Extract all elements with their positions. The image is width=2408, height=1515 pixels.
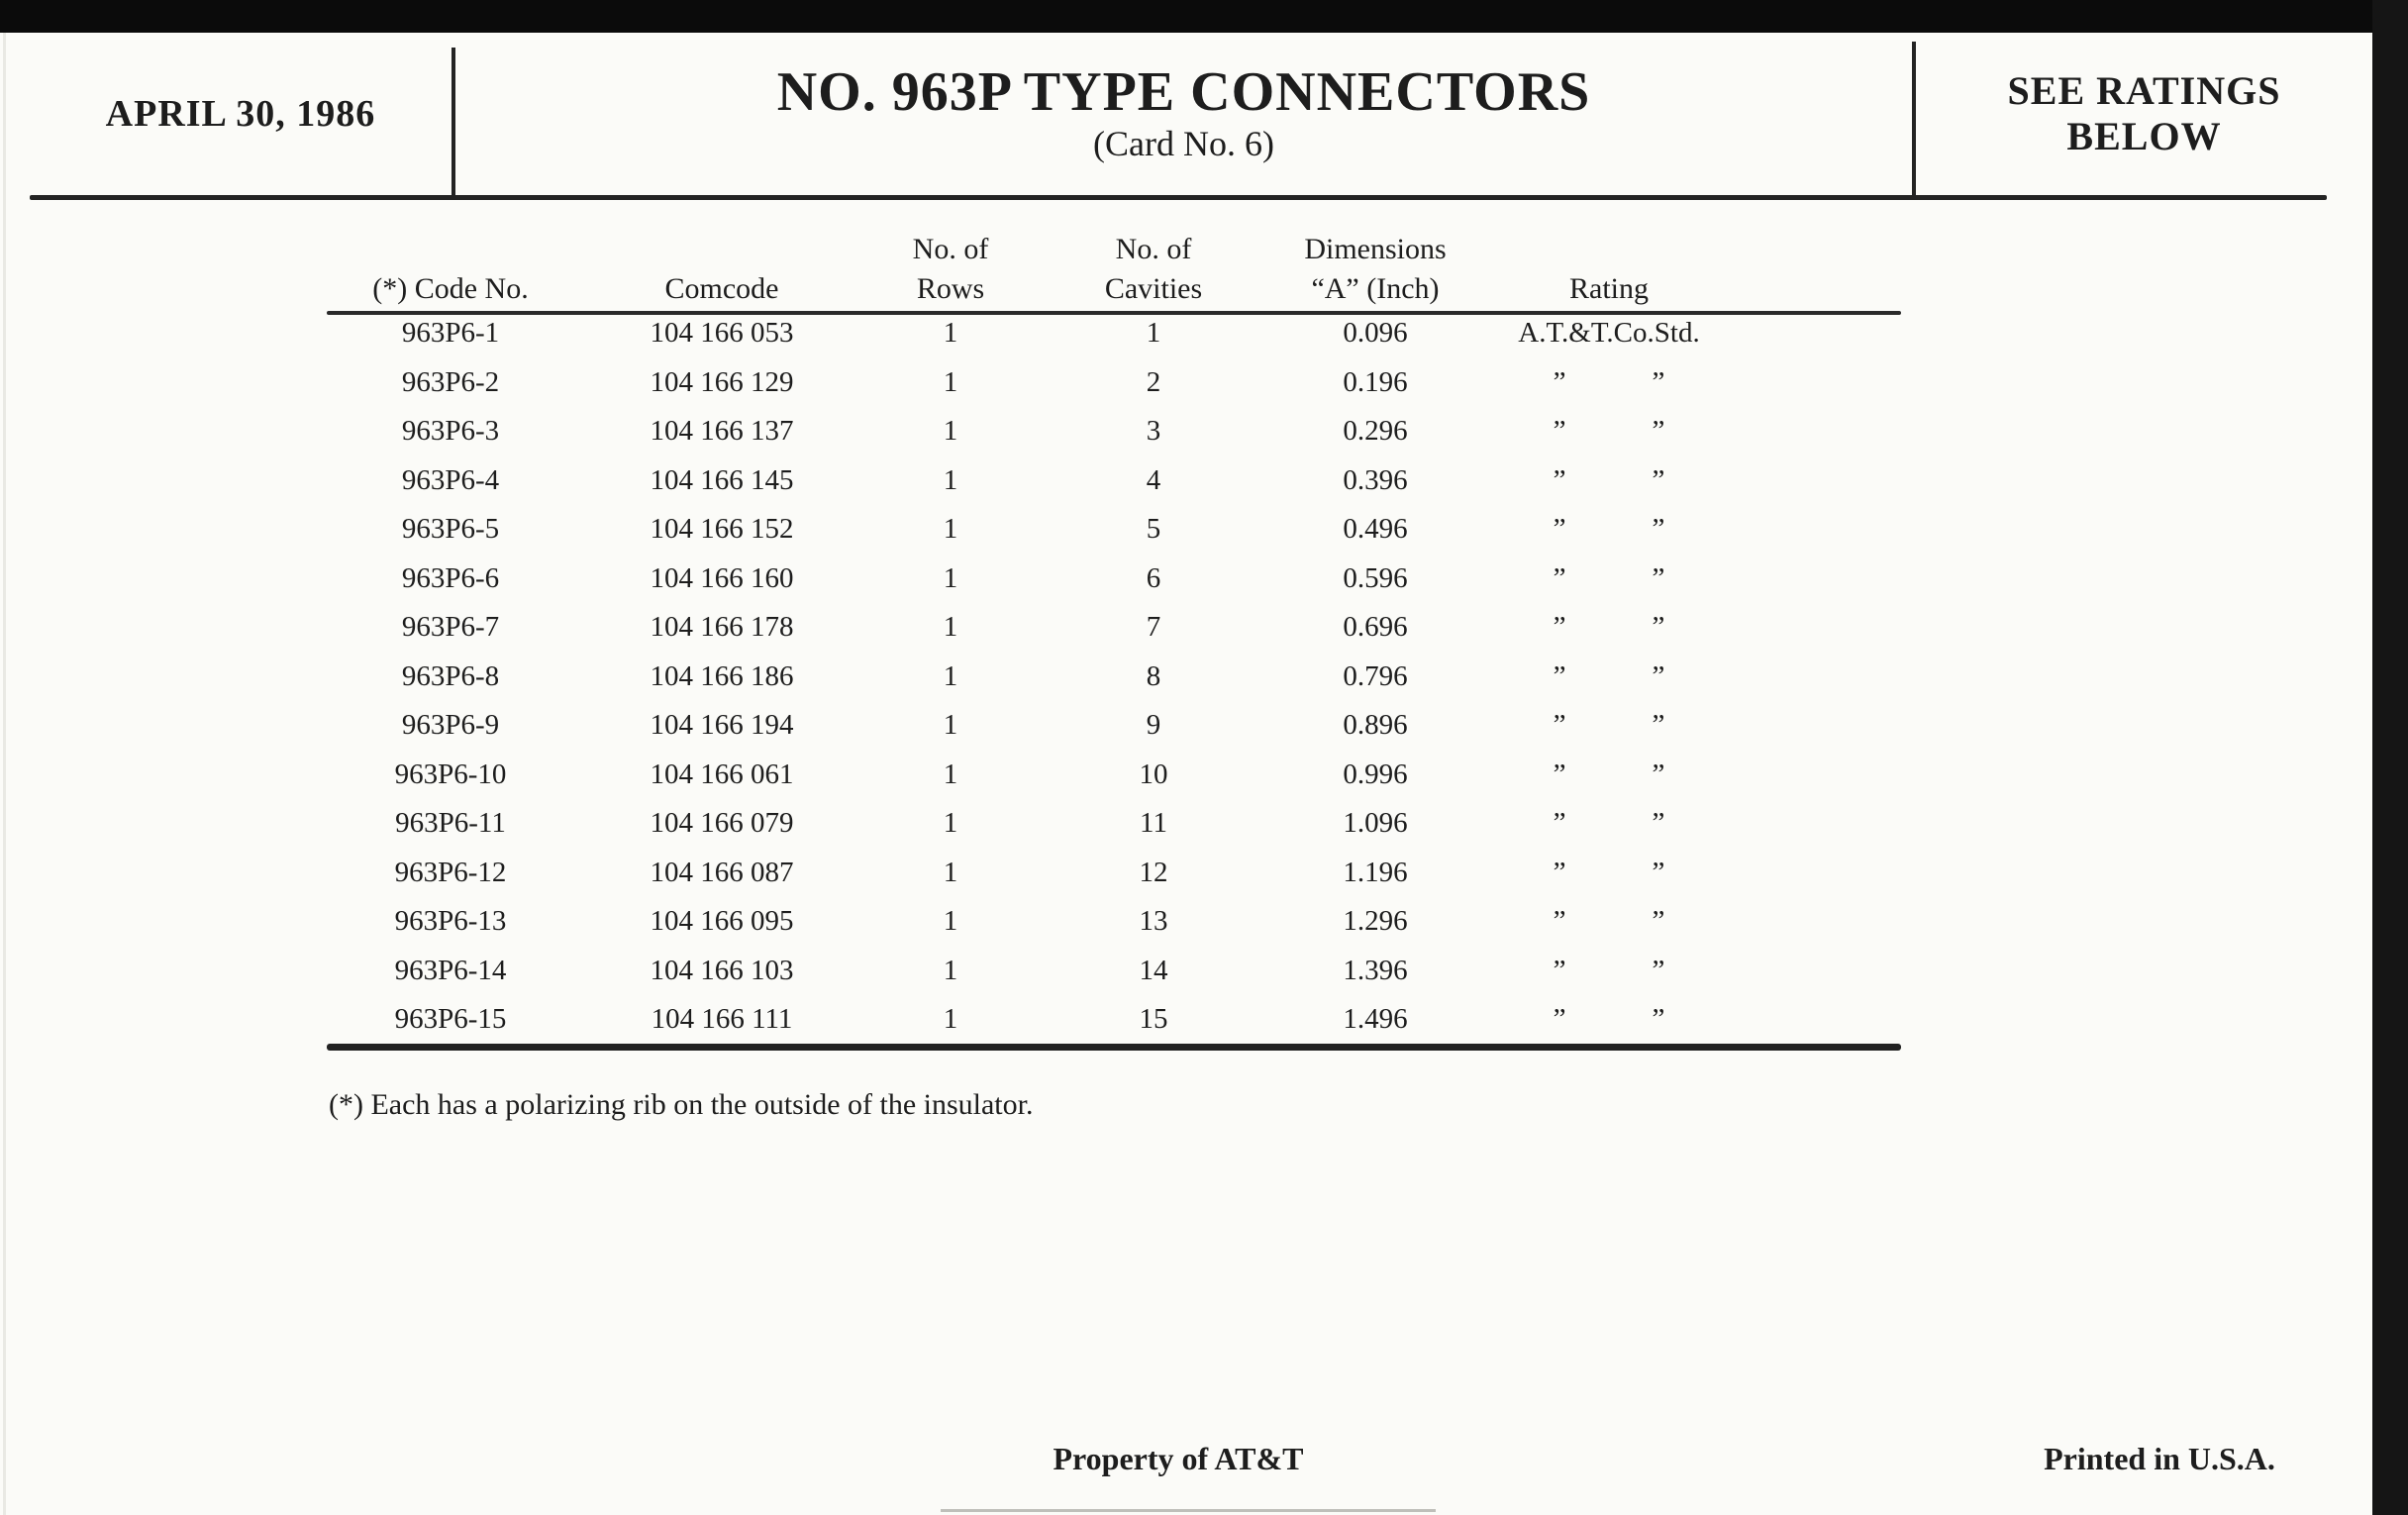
table-row [327,701,1901,751]
table-row [327,995,1901,1045]
cell-comcode: 104 166 160 [650,561,794,594]
cell-cavities: 10 [1139,758,1168,790]
cell-cavities: 3 [1146,415,1161,448]
cell-comcode: 104 166 129 [650,365,794,398]
cell-comcode: 104 166 103 [650,954,794,986]
cell-rows: 1 [943,611,958,644]
scan-bottom-smudge [941,1509,1436,1512]
cell-cavities: 2 [1146,365,1161,398]
cell-dim: 0.296 [1343,415,1408,448]
scan-left-edge-streak [3,33,6,1515]
col-header-comcode: Comcode [664,272,779,305]
col-header-code: (*) Code No. [372,272,529,305]
cell-code: 963P6-13 [394,905,507,938]
col-header-dim-line1: Dimensions [1304,233,1447,265]
cell-rating: ” ” [1553,463,1665,496]
col-header-rows-line1: No. of [912,233,989,265]
cell-dim: 0.596 [1343,561,1408,594]
cell-code: 963P6-5 [401,513,500,546]
cell-cavities: 12 [1139,856,1168,888]
ratings-note [1916,33,2372,195]
cell-rating: ” ” [1553,856,1665,888]
cell-comcode: 104 166 111 [651,1003,793,1036]
cell-comcode: 104 166 178 [650,611,794,644]
page-subtitle: (Card No. 6) [1093,124,1274,163]
footer-property-text: Property of AT&T [1053,1441,1304,1476]
cell-rows: 1 [943,709,958,742]
scan-top-black-bar [0,0,2408,33]
cell-rating: ” ” [1553,758,1665,790]
cell-code: 963P6-2 [401,365,500,398]
cell-dim: 1.096 [1343,807,1408,840]
cell-cavities: 9 [1146,709,1161,742]
ratings-note-line2: BELOW [2066,114,2222,158]
card-date: APRIL 30, 1986 [105,93,376,135]
cell-comcode: 104 166 186 [650,659,794,692]
cell-dim: 0.496 [1343,513,1408,546]
cell-rating: ” ” [1553,905,1665,938]
table-row [327,505,1901,555]
card-title-block [455,33,1912,195]
col-header-cavities-line1: No. of [1115,233,1192,265]
cell-cavities: 6 [1146,561,1161,594]
cell-rating: ” ” [1553,365,1665,398]
cell-code: 963P6-11 [395,807,506,840]
cell-rows: 1 [943,856,958,888]
cell-code: 963P6-10 [394,758,507,790]
col-header-rows-line2: Rows [916,272,985,305]
table-row [327,849,1901,898]
cell-comcode: 104 166 152 [650,513,794,546]
table-row [327,799,1901,849]
cell-rows: 1 [943,463,958,496]
cell-rows: 1 [943,561,958,594]
cell-dim: 0.396 [1343,463,1408,496]
cell-rating: ” ” [1553,513,1665,546]
cell-rating: ” ” [1553,415,1665,448]
cell-rating: ” ” [1553,611,1665,644]
cell-rows: 1 [943,905,958,938]
cell-code: 963P6-14 [394,954,507,986]
cell-rating: ” ” [1553,561,1665,594]
cell-rating: ” ” [1553,709,1665,742]
table-row [327,407,1901,456]
cell-dim: 0.696 [1343,611,1408,644]
cell-comcode: 104 166 087 [650,856,794,888]
cell-dim: 1.196 [1343,856,1408,888]
table-row [327,653,1901,702]
header-rule [30,195,2327,200]
col-header-dim-line2: “A” (Inch) [1311,272,1440,305]
table-row [327,947,1901,996]
cell-dim: 0.796 [1343,659,1408,692]
cell-rows: 1 [943,365,958,398]
cell-comcode: 104 166 053 [650,317,794,350]
cell-rows: 1 [943,807,958,840]
table-bottom-rule [327,1044,1901,1051]
cell-dim: 0.996 [1343,758,1408,790]
table-row [327,897,1901,947]
cell-rating: ” ” [1553,954,1665,986]
cell-cavities: 8 [1146,659,1161,692]
cell-rating: ” ” [1553,659,1665,692]
cell-comcode: 104 166 095 [650,905,794,938]
cell-rows: 1 [943,954,958,986]
table-row [327,751,1901,800]
cell-code: 963P6-9 [401,709,500,742]
table-row [327,309,1901,358]
cell-rows: 1 [943,659,958,692]
cell-code: 963P6-8 [401,659,500,692]
cell-rows: 1 [943,415,958,448]
cell-cavities: 4 [1146,463,1161,496]
cell-cavities: 5 [1146,513,1161,546]
ratings-note-line1: SEE RATINGS [2007,68,2281,113]
table-header [327,230,1901,309]
cell-rows: 1 [943,1003,958,1036]
cell-dim: 1.296 [1343,905,1408,938]
cell-rating: ” ” [1553,1003,1665,1036]
col-header-cavities-line2: Cavities [1104,272,1203,305]
table-row [327,456,1901,506]
cell-cavities: 7 [1146,611,1161,644]
footer-printed-text: Printed in U.S.A. [2044,1441,2275,1476]
cell-code: 963P6-4 [401,463,500,496]
cell-cavities: 11 [1140,807,1167,840]
cell-rating: ” ” [1553,807,1665,840]
page-title: NO. 963P TYPE CONNECTORS [776,61,1591,123]
cell-cavities: 14 [1139,954,1168,986]
cell-code: 963P6-1 [401,317,500,350]
cell-code: 963P6-12 [394,856,507,888]
cell-code: 963P6-7 [401,611,500,644]
cell-rating: A.T.&T.Co.Std. [1518,317,1700,350]
col-header-rating: Rating [1569,272,1649,305]
table-row [327,603,1901,653]
cell-dim: 1.496 [1343,1003,1408,1036]
table-row [327,555,1901,604]
cell-rows: 1 [943,513,958,546]
cell-dim: 0.896 [1343,709,1408,742]
table-row [327,358,1901,408]
cell-comcode: 104 166 145 [650,463,794,496]
cell-dim: 0.096 [1343,317,1408,350]
cell-cavities: 1 [1146,317,1161,350]
cell-dim: 0.196 [1343,365,1408,398]
cell-rows: 1 [943,317,958,350]
cell-comcode: 104 166 137 [650,415,794,448]
cell-comcode: 104 166 194 [650,709,794,742]
connectors-table [327,309,1901,1045]
scan-right-black-bar [2372,0,2408,1515]
cell-code: 963P6-3 [401,415,500,448]
footnote: (*) Each has a polarizing rib on the outside of the insulator. [329,1088,1034,1121]
cell-rows: 1 [943,758,958,790]
cell-code: 963P6-15 [394,1003,507,1036]
cell-comcode: 104 166 061 [650,758,794,790]
cell-comcode: 104 166 079 [650,807,794,840]
cell-code: 963P6-6 [401,561,500,594]
cell-dim: 1.396 [1343,954,1408,986]
cell-cavities: 13 [1139,905,1168,938]
cell-cavities: 15 [1139,1003,1168,1036]
